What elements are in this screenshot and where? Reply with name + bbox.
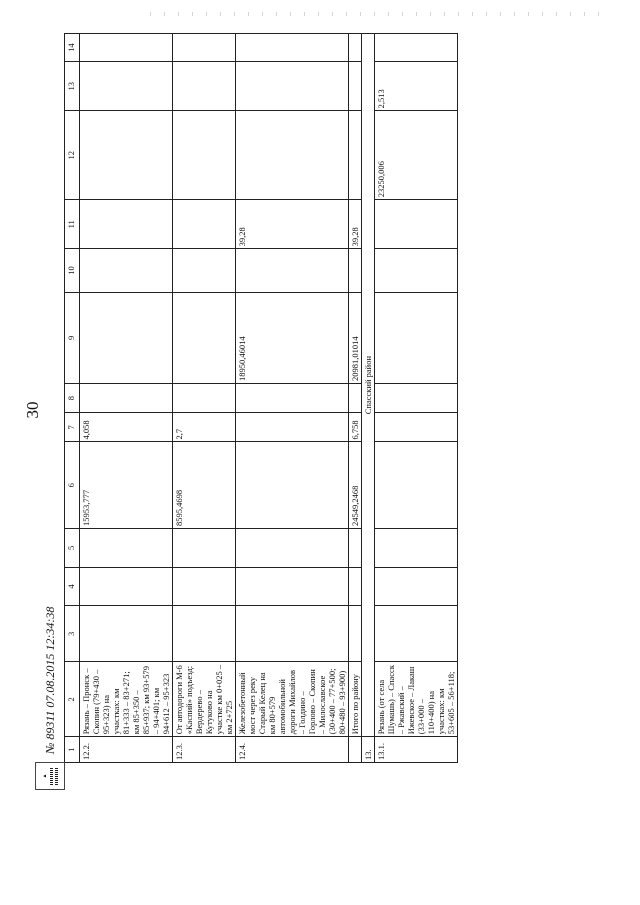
table-cell	[349, 62, 362, 111]
column-header: 1	[65, 737, 80, 763]
table-row	[349, 34, 362, 763]
table-cell	[375, 249, 458, 292]
table-cell	[375, 200, 458, 249]
table-cell: 39,28	[236, 200, 349, 249]
table-cell	[375, 292, 458, 383]
column-header: 6	[65, 442, 80, 529]
road-table	[64, 33, 458, 763]
table-row	[236, 34, 349, 763]
table-cell: Железобетонный мост через реку Старый Келец на км 80+579 автомобильной дороги Михайлов – Голдино – Горлово – Скопин – Милославское (30+400 – 77+500; 80+480 – 93+900)	[236, 662, 349, 737]
table-cell	[236, 442, 349, 529]
table-cell	[80, 529, 173, 568]
table-cell: Рязань – Пронск – Скопин (79+430 – 95+323) на участках: км 81+333 – 83+271; км 85+350 – 85+937; км 93+579 – 94+401; км 94+612 – 95+323	[80, 662, 173, 737]
table-cell	[349, 567, 362, 606]
table-cell	[173, 529, 236, 568]
table-cell	[173, 200, 236, 249]
table-cell	[375, 567, 458, 606]
table-cell	[375, 606, 458, 662]
table-cell	[173, 62, 236, 111]
table-cell	[375, 442, 458, 529]
table-cell	[236, 383, 349, 412]
table-row	[80, 34, 173, 763]
table-cell	[80, 111, 173, 200]
column-header: 3	[65, 606, 80, 662]
table-cell: 2,513	[375, 62, 458, 111]
table-cell: 15953,777	[80, 442, 173, 529]
registration-number: № 89311 07.08.2015 12:34:38	[42, 606, 57, 754]
table-cell	[236, 567, 349, 606]
table-cell	[349, 249, 362, 292]
section-number: 13.	[362, 737, 375, 763]
table-cell	[80, 292, 173, 383]
column-header: 14	[65, 34, 80, 62]
column-header: 5	[65, 529, 80, 568]
table-cell	[349, 606, 362, 662]
table-cell: 23250,006	[375, 111, 458, 200]
table-cell	[375, 529, 458, 568]
table-row	[173, 34, 236, 763]
table-cell	[236, 249, 349, 292]
table-cell	[236, 62, 349, 111]
table-cell: 12.4.	[236, 737, 349, 763]
table-cell: 13.1.	[375, 737, 458, 763]
table-cell	[375, 383, 458, 412]
table-cell: 2,7	[173, 413, 236, 442]
table-cell	[349, 737, 362, 763]
table-cell	[349, 34, 362, 62]
table-cell: 6,758	[349, 413, 362, 442]
table-cell: Итого по району	[349, 662, 362, 737]
table-cell: 8595,4698	[173, 442, 236, 529]
table-cell	[80, 606, 173, 662]
column-header: 7	[65, 413, 80, 442]
column-header: 11	[65, 200, 80, 249]
column-header: 10	[65, 249, 80, 292]
column-header: 9	[65, 292, 80, 383]
table-cell	[236, 413, 349, 442]
table-cell: От автодороги М-6 «Каспий» подъезд: Вердерево – Кутуково на участке км 0+025 – км 2+725	[173, 662, 236, 737]
rotated-table-container	[64, 33, 482, 763]
table-cell	[236, 34, 349, 62]
table-cell: 12.2.	[80, 737, 173, 763]
scan-noise	[150, 12, 610, 16]
table-cell	[236, 606, 349, 662]
table-cell	[349, 529, 362, 568]
table-cell	[80, 34, 173, 62]
column-header: 12	[65, 111, 80, 200]
table-row	[375, 34, 458, 763]
table-body	[80, 34, 458, 763]
column-header: 4	[65, 567, 80, 606]
table-cell	[173, 34, 236, 62]
table-cell	[236, 111, 349, 200]
table-cell: 12.3.	[173, 737, 236, 763]
table-cell	[173, 606, 236, 662]
table-cell	[349, 383, 362, 412]
table-cell	[80, 249, 173, 292]
table-cell: 39,28	[349, 200, 362, 249]
table-cell: 20981,01014	[349, 292, 362, 383]
table-cell	[375, 413, 458, 442]
table-cell	[173, 111, 236, 200]
table-cell	[173, 567, 236, 606]
section-row	[362, 34, 375, 763]
table-cell	[80, 62, 173, 111]
table-cell: 18950,46014	[236, 292, 349, 383]
column-header: 13	[65, 62, 80, 111]
table-cell	[173, 249, 236, 292]
table-cell	[173, 383, 236, 412]
table-cell: 24549,2468	[349, 442, 362, 529]
table-cell: Рязань (от села Шумашь) – Спасск – Ржавский – Ижевское – Лакаш (33+000 – 110+400) на участках: км 53+605 – 56+118;	[375, 662, 458, 737]
column-header: 8	[65, 383, 80, 412]
table-cell	[173, 292, 236, 383]
table-cell	[80, 383, 173, 412]
section-title: Спасский район	[362, 34, 375, 737]
footer	[30, 490, 70, 790]
table-cell	[80, 567, 173, 606]
stamp-logo: ▲	[35, 762, 65, 790]
table-cell	[236, 529, 349, 568]
table-cell	[375, 34, 458, 62]
page-number: 30	[23, 401, 42, 419]
column-header: 2	[65, 662, 80, 737]
table-cell: 4,058	[80, 413, 173, 442]
table-cell	[349, 111, 362, 200]
table-cell	[80, 200, 173, 249]
